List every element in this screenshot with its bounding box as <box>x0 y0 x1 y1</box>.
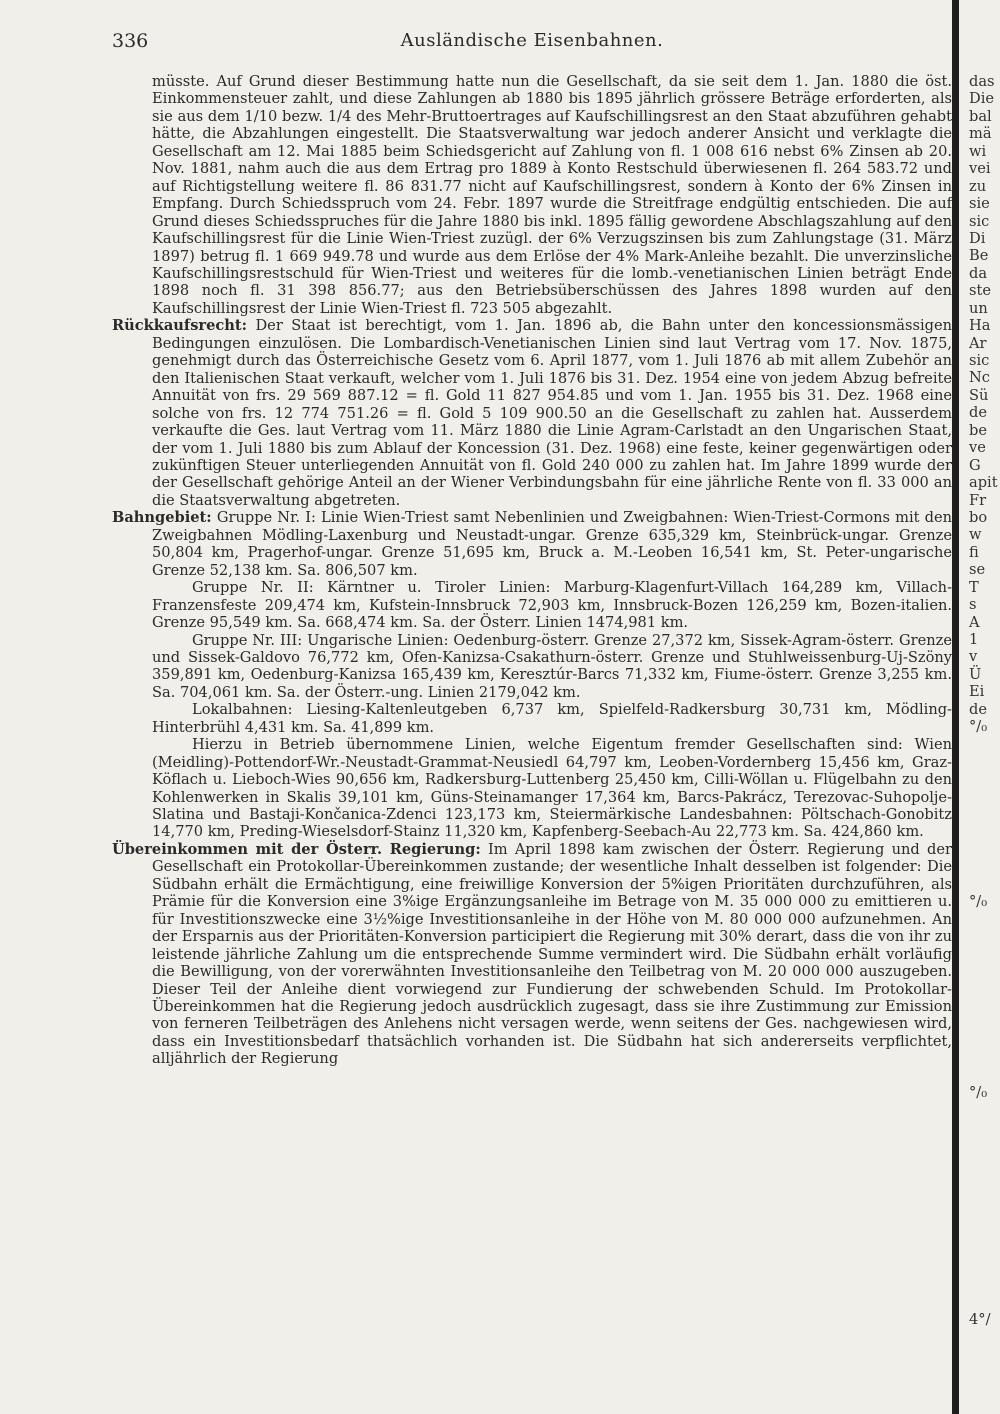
facing-page-fragment: be <box>969 421 987 439</box>
facing-page-fragment <box>959 997 1000 1014</box>
facing-page-fragment <box>959 875 1000 892</box>
facing-page-fragment <box>959 840 1000 857</box>
gruppe-3-paragraph: Gruppe Nr. III: Ungarische Linien: Oedenburg-österr. Grenze 27,372 km, Sissek-Agram-österr. Grenze und Sissek-Galdovo 76,772 km, Ofen-Kanizsa-Csakathurn-österr. Grenze und Stuhlweissenburg-Uj-Szöny 359,891 km, Oedenburg-Kanizsa 165,439 km, Keresztúr-Barcs 71,332 km, Fiume-österr. Grenze 3,255 km. Sa. 704,061 km. Sa. der Österr.-ung. Linien 2179,042 km. <box>152 631 952 701</box>
facing-page-fragment <box>959 1206 1000 1223</box>
running-title: Ausländische Eisenbahnen. <box>400 30 664 51</box>
facing-page-fragment: ste <box>969 282 991 300</box>
facing-page-fragment <box>959 788 1000 805</box>
facing-page-fragment <box>959 858 1000 875</box>
facing-page-fragment: sic <box>969 352 990 369</box>
facing-page-fragment: s <box>969 596 977 614</box>
facing-page-fragment <box>959 823 1000 840</box>
facing-page-fragment: °/₀ <box>969 1084 988 1102</box>
main-text-column <box>112 73 952 1408</box>
facing-page-fragment <box>959 1032 1000 1049</box>
facing-page-fragment <box>959 1224 1000 1241</box>
facing-page-edge <box>959 73 1000 1414</box>
facing-page-fragment <box>959 1102 1000 1119</box>
facing-page-fragment: °/₀ <box>969 718 988 736</box>
facing-page-fragment: sie <box>969 195 990 213</box>
gruppe-2-paragraph: Gruppe Nr. II: Kärntner u. Tiroler Linien: Marburg-Klagenfurt-Villach 164,289 km, Villach-Franzensfeste 209,474 km, Kufstein-Innsbruck 72,903 km, Innsbruck-Bozen 126,259 km, Bozen-italien. Grenze 95,549 km. Sa. 668,474 km. Sa. der Österr. Linien 1474,981 km. <box>152 579 952 632</box>
facing-page-fragment <box>959 945 1000 962</box>
bahngebiet-text: Gruppe Nr. I: Linie Wien-Triest samt Nebenlinien und Zweigbahnen: Wien-Triest-Cormons mit den Zweigbahnen Mödling-Laxenburg und Neustadt-ungar. Grenze 635,329 km, Steinbrück-ungar. Grenze 50,804 km, Pragerhof-ungar. Grenze 51,695 km, Bruck a. M.-Leoben 16,541 km, St. Peter-ungarische Grenze 52,138 km. Sa. 806,507 km. <box>152 509 952 579</box>
facing-page-fragment <box>959 1241 1000 1258</box>
facing-page-fragment: de <box>969 700 987 718</box>
facing-page-fragment <box>959 1259 1000 1276</box>
facing-page-fragment: bal <box>969 107 992 125</box>
facing-page-fragment <box>959 1189 1000 1206</box>
uebereinkommen-text: Im April 1898 kam zwischen der Österr. Regierung und der Gesellschaft ein Protokollar-Übereinkommen zustande; der wesentliche Inhalt desselben ist folgender: Die Südbahn erhält die Ermächtigung, eine freiwillige Konversion der 5%igen Prioritäten durchzuführen, als Prämie für die Konversion eine 3%ige Ergänzungsanleihe im Betrage von M. 35 000 000 zu emittieren u. für Investitionszwecke eine 3½%ige Investitionsanleihe in der Höhe von M. 80 000 000 aufzunehmen. An der Ersparnis aus der Prioritäten-Konversion participiert die Regierung mit 30% derart, dass die von ihr zu leistende jährliche Zahlung um die entsprechende Summe vermindert wird. Die Südbahn erhält vorläufig die Bewilligung, von der vorerwähnten Investitionsanleihe den Teilbetrag von M. 20 000 000 auszugeben. Dieser Teil der Anleihe dient vorwiegend zur Fundierung der schwebenden Schuld. Im Protokollar-Übereinkommen hat die Regierung jedoch ausdrücklich zugesagt, dass sie ihre Zustimmung zur Emission von ferneren Teilbeträgen des Anlehens nicht versagen werde, wenn seitens der Ges. nachgewiesen wird, dass ein Investitionsbedarf thatsächlich vorhanden ist. Die Südbahn hat sich andererseits verpflichtet, alljährlich der Regierung <box>152 840 952 1068</box>
facing-page-fragment: wi <box>969 142 987 160</box>
book-gutter-divider <box>952 0 959 1414</box>
facing-page-fragment: mä <box>969 125 992 143</box>
bahngebiet-heading: Bahngebiet: <box>112 509 212 527</box>
facing-page-fragment <box>959 1015 1000 1032</box>
facing-page-fragment: un <box>969 299 988 317</box>
rueckkauf-heading: Rückkaufsrecht: <box>112 317 248 335</box>
facing-page-fragment: se <box>969 561 986 579</box>
facing-page-fragment <box>959 753 1000 770</box>
rueckkauf-section <box>112 317 952 509</box>
uebereinkommen-heading: Übereinkommen mit der Österr. Regierung: <box>112 840 481 858</box>
facing-page-fragment <box>959 980 1000 997</box>
facing-page-fragment <box>959 1276 1000 1293</box>
facing-page-fragment <box>959 736 1000 753</box>
facing-page-fragment: apit <box>969 474 998 492</box>
facing-page-fragment: zu <box>969 177 987 195</box>
facing-page-fragment <box>959 1050 1000 1067</box>
facing-page-fragment: fi <box>969 543 979 561</box>
facing-page-fragment <box>959 1172 1000 1189</box>
page-number: 336 <box>112 30 149 52</box>
facing-page-fragment: Sü <box>969 386 989 404</box>
facing-page-fragment: Die <box>969 90 995 108</box>
betrieb-paragraph: Hierzu in Betrieb übernommene Linien, welche Eigentum fremder Gesellschaften sind: Wien (Meidling)-Pottendorf-Wr.-Neustadt-Grammat-Neusiedl 64,797 km, Leoben-Vordernberg 15,456 km, Graz-Köflach u. Lieboch-Wies 90,656 km, Radkersburg-Luttenberg 25,450 km, Cilli-Wöllan u. Flügelbahn zu den Kohlenwerken in Skalis 39,101 km, Güns-Steinamanger 17,364 km, Barcs-Pakrácz, Terezovac-Suhopolje-Slatina und Bastaji-Končanica-Zdenci 123,173 km, Steiermärkische Landesbahnen: Pöltschach-Gonobitz 14,770 km, Preding-Wieselsdorf-Stainz 11,320 km, Kapfenberg-Seebach-Au 22,773 km. Sa. 424,860 km. <box>152 736 952 841</box>
page-header <box>112 30 952 60</box>
facing-page-fragment <box>959 771 1000 788</box>
facing-page-fragment <box>959 910 1000 927</box>
facing-page-fragment: ve <box>969 439 986 457</box>
facing-page-fragment: Di <box>969 229 986 247</box>
facing-page-fragment: bo <box>969 508 988 526</box>
facing-page-fragment <box>959 1119 1000 1136</box>
facing-page-fragment: sic <box>969 212 990 230</box>
facing-page-fragment: v <box>969 648 978 666</box>
facing-page-fragment <box>959 927 1000 944</box>
facing-page-fragment: vei <box>969 160 991 178</box>
facing-page-fragment: Ha <box>969 317 991 335</box>
facing-page-fragment: °/₀ <box>969 892 988 910</box>
facing-page-fragment <box>959 1294 1000 1311</box>
facing-page-fragment: Ei <box>969 683 985 701</box>
facing-page-fragment: 1 <box>969 631 979 648</box>
facing-page-fragment: Ü <box>969 665 982 683</box>
facing-page-fragment: Be <box>969 247 989 265</box>
facing-page-fragment: T <box>969 578 979 596</box>
facing-page-fragment <box>959 962 1000 979</box>
facing-page-fragment: Fr <box>969 491 987 509</box>
facing-page-fragment: da <box>969 264 988 282</box>
facing-page-fragment <box>959 1154 1000 1171</box>
rueckkauf-text: Der Staat ist berechtigt, vom 1. Jan. 1896 ab, die Bahn unter den koncessionsmässigen Bedingungen einzulösen. Die Lombardisch-Venetianischen Linien sind laut Vertrag vom 17. Nov. 1875, genehmigt durch das Österreichische Gesetz vom 6. April 1877, vom 1. Juli 1876 ab mit allem Zubehör an den Italienischen Staat verkauft, welcher vom 1. Juli 1876 bis 31. Dez. 1954 eine von jedem Abzug befreite Annuität von frs. 29 569 887.12 = fl. Gold 11 827 954.85 und vom 1. Jan. 1955 bis 31. Dez. 1968 eine solche von frs. 12 774 751.26 = fl. Gold 5 109 900.50 an die Gesellschaft zu zahlen hat. Ausserdem verkaufte die Ges. laut Vertrag vom 11. März 1880 die Linie Agram-Carlstadt an den Ungarischen Staat, der vom 1. Juli 1880 bis zum Ablauf der Koncession (31. Dez. 1968) eine feste, keiner gegenwärtigen oder zukünftigen Steuer unterliegenden Annuität von fl. Gold 240 000 zu zahlen hat. Im Jahre 1899 wurde der der Gesellschaft gehörige Anteil an der Wiener Verbindungsbahn für eine jährliche Rente von fl. 33 000 an die Staatsverwaltung abgetreten. <box>152 317 952 509</box>
facing-page-fragment: Nc <box>969 369 990 387</box>
facing-page-fragment: G <box>969 456 981 474</box>
intro-paragraph: müsste. Auf Grund dieser Bestimmung hatte nun die Gesellschaft, da sie seit dem 1. Jan. 1880 die öst. Einkommensteuer zahlt, und diese Zahlungen ab 1880 bis 1895 jährlich grössere Beträge erforderten, als sie aus dem 1/10 bezw. 1/4 des Mehr-Bruttoertrages auf Kaufschillingsrest an den Staat abzuführen gehabt hätte, die Abzahlungen eingestellt. Die Staatsverwaltung war jedoch anderer Ansicht und verklagte die Gesellschaft am 12. Mai 1885 beim Schiedsgericht auf Zahlung von fl. 1 008 616 nebst 6% Zinsen ab 20. Nov. 1881, nahm auch die aus dem Ertrag pro 1889 à Konto Restschuld überwiesenen fl. 264 583.72 und auf Richtigstellung weitere fl. 86 831.77 nicht auf Kaufschillingsrest, sondern à Konto der 6% Zinsen in Empfang. Durch Schiedsspruch vom 24. Febr. 1897 wurde die Streitfrage endgültig entschieden. Die auf Grund dieses Schiedsspruches für die Jahre 1880 bis inkl. 1895 fällig gewordene Abschlagszahlung auf den Kaufschillingsrest für die Linie Wien-Triest zuzügl. der 6% Verzugszinsen bis zum Zahlungstage (31. März 1897) betrug fl. 1 669 949.78 und wurde aus dem Erlöse der 4% Mark-Anleihe bezahlt. Die unverzinsliche Kaufschillingsrestschuld für Wien-Triest und weiteres für die lomb.-venetianischen Linien beträgt Ende 1898 noch fl. 31 398 856.77; aus den Betriebsüberschüssen des Jahres 1898 wurden auf den Kaufschillingsrest der Linie Wien-Triest fl. 723 505 abgezahlt. <box>152 73 952 317</box>
facing-page-fragment: das <box>969 73 995 90</box>
uebereinkommen-section <box>112 841 952 1068</box>
lokalbahnen-paragraph: Lokalbahnen: Liesing-Kaltenleutgeben 6,737 km, Spielfeld-Radkersburg 30,731 km, Mödling-Hinterbrühl 4,431 km. Sa. 41,899 km. <box>152 701 952 736</box>
facing-page-fragment: de <box>969 404 987 422</box>
facing-page-fragment <box>959 1137 1000 1154</box>
bahngebiet-section <box>112 509 952 579</box>
facing-page-fragment: w <box>969 526 982 544</box>
facing-page-fragment <box>959 1067 1000 1084</box>
facing-page-fragment: Ar <box>969 334 987 352</box>
facing-page-fragment: A <box>969 613 980 631</box>
facing-page-fragment <box>959 805 1000 822</box>
facing-page-fragment: 4°/ <box>969 1311 991 1329</box>
